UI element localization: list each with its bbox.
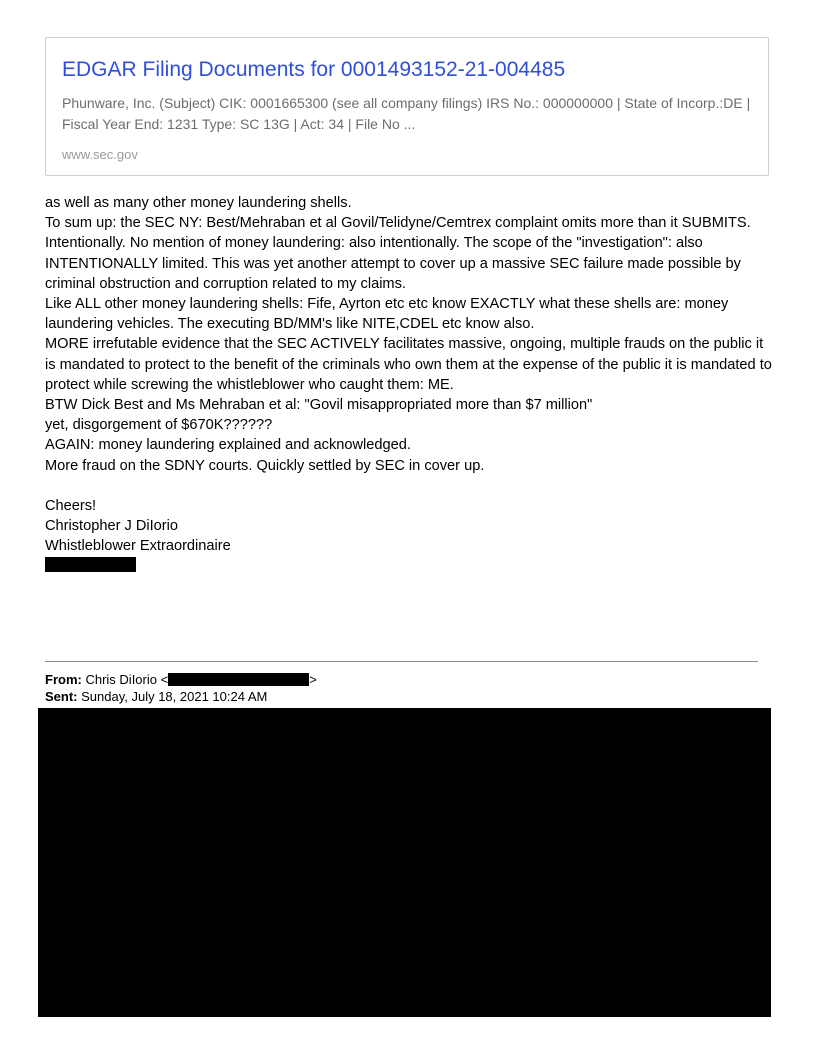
large-redaction-block: [38, 708, 771, 1017]
from-name: Chris DiIorio <: [85, 672, 169, 687]
link-preview-title[interactable]: EDGAR Filing Documents for 0001493152-21-004485: [62, 58, 566, 81]
signature-name: Christopher J DiIorio: [45, 518, 179, 535]
from-label: From:: [45, 672, 82, 687]
sent-line: [45, 689, 267, 705]
body-line: yet, disgorgement of $670K??????: [45, 417, 273, 434]
spacer: [45, 476, 775, 496]
email-redaction: [168, 673, 309, 686]
from-close: >: [309, 672, 317, 687]
body-line: Like ALL other money laundering shells: Fife, Ayrton etc etc know EXACTLY what these shells are: money laundering vehicles. The executing BD/MM's like NITE,CDEL etc know also.: [45, 296, 729, 333]
link-preview-domain: www.sec.gov: [62, 147, 138, 162]
divider: [45, 661, 758, 662]
link-preview-card[interactable]: [45, 37, 769, 176]
sent-value: Sunday, July 18, 2021 10:24 AM: [81, 689, 268, 704]
sent-label: Sent:: [45, 689, 78, 704]
closing: Cheers!: [45, 497, 97, 514]
from-line: [45, 672, 317, 688]
email-body: [45, 193, 775, 556]
body-line: MORE irrefutable evidence that the SEC ACTIVELY facilitates massive, ongoing, multiple frauds on the public it is mandated to protect to the benefit of the criminals who own them at the expense of the public it is mandated to protect while screwing the whistleblower who caught them: ME.: [45, 336, 772, 393]
body-line: as well as many other money laundering shells.: [45, 195, 352, 211]
body-line: AGAIN: money laundering explained and acknowledged.: [45, 437, 411, 454]
link-preview-description: Phunware, Inc. (Subject) CIK: 0001665300 (see all company filings) IRS No.: 000000000 | State of Incorp.:DE | Fiscal Year End: 1231 Type: SC 13G | Act: 34 | File No ...: [62, 95, 751, 132]
body-line: BTW Dick Best and Ms Mehraban et al: "Govil misappropriated more than $7 million": [45, 397, 593, 414]
signature-title: Whistleblower Extraordinaire: [45, 538, 231, 555]
redaction-block: [45, 557, 136, 572]
body-line: More fraud on the SDNY courts. Quickly settled by SEC in cover up.: [45, 457, 485, 474]
body-line: To sum up: the SEC NY: Best/Mehraban et al Govil/Telidyne/Cemtrex complaint omits more than it SUBMITS. Intentionally. No mention of money laundering: also intentionally. The scope of the "investigation": also INTENTIONALLY limited. This was yet another attempt to cover up a massive SEC failure made possible by criminal obstruction and corruption related to my claims.: [45, 215, 751, 292]
